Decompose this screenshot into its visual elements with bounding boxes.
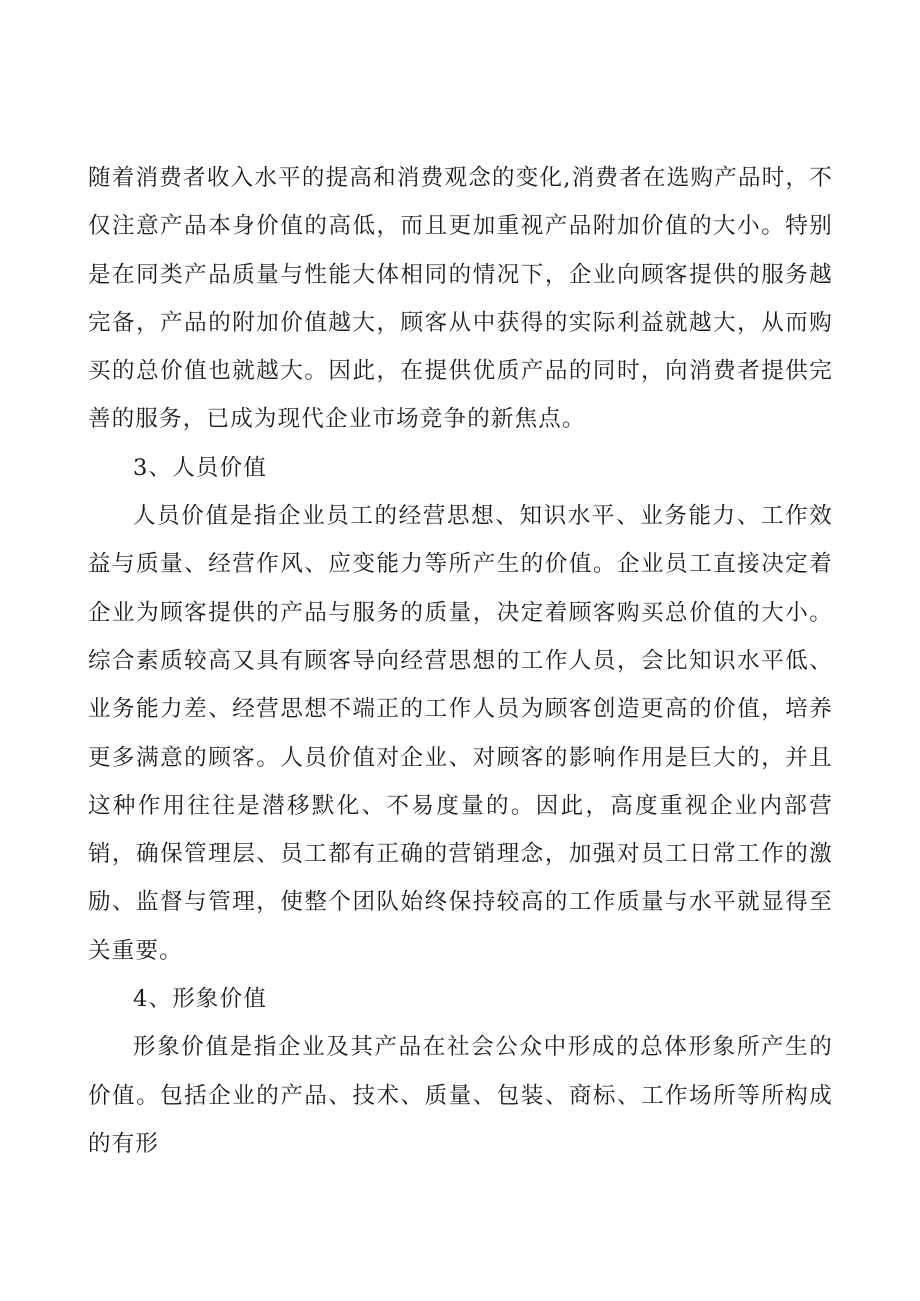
paragraph-personnel-value: 人员价值是指企业员工的经营思想、知识水平、业务能力、工作效益与质量、经营作风、应变能力等所产生的价值。企业员工直接决定着企业为顾客提供的产品与服务的质量，决定着顾客购买总价值的大小。综合素质较高又具有顾客导向经营思想的工作人员，会比知识水平低、业务能力差、经营思想不端正的工作人员为顾客创造更高的价值，培养更多满意的顾客。人员价值对企业、对顾客的影响作用是巨大的，并且这种作用往往是潜移默化、不易度量的。因此，高度重视企业内部营销，确保管理层、员工都有正确的营销理念，加强对员工日常工作的激励、监督与管理，使整个团队始终保持较高的工作质量与水平就显得至关重要。 (88, 503, 833, 964)
paragraph-image-value: 形象价值是指企业及其产品在社会公众中形成的总体形象所产生的价值。包括企业的产品、技术、质量、包装、商标、工作场所等所构成的有形 (88, 1034, 833, 1157)
document-body (88, 154, 833, 1168)
section-heading-image-value: 4、形象价值 (133, 986, 268, 1013)
section-heading-personnel-value: 3、人员价值 (133, 454, 268, 481)
paragraph-service-value: 随着消费者收入水平的提高和消费观念的变化,消费者在选购产品时，不仅注意产品本身价值的高低，而且更加重视产品附加价值的大小。特别是在同类产品质量与性能大体相同的情况下，企业向顾客提供的服务越完备，产品的附加价值越大，顾客从中获得的实际利益就越大，从而购买的总价值也就越大。因此，在提供优质产品的同时，向消费者提供完善的服务，已成为现代企业市场竞争的新焦点。 (88, 165, 833, 433)
